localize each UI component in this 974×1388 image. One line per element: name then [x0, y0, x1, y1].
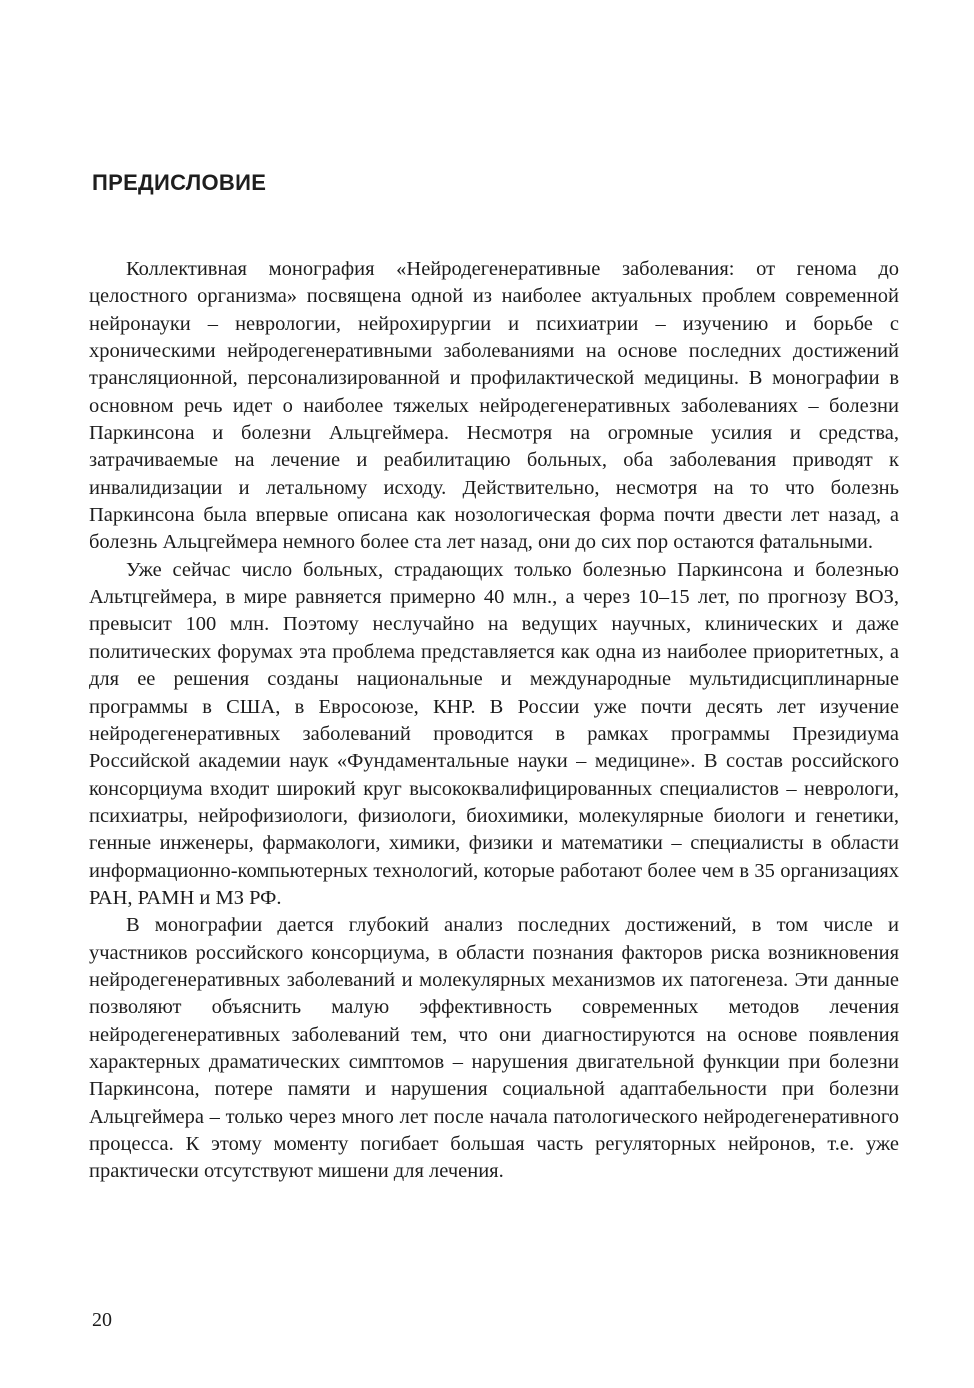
page-number: 20 — [92, 1309, 112, 1331]
paragraph: Уже сейчас число больных, страдающих только болезнью Паркинсона и болезнью Альтцгеймера, в мире равняется примерно 40 млн., а через 10–15 лет, по прогнозу ВОЗ, превысит 100 млн. Поэтому неслучайно на ведущих научных, клинических и даже политических форумах эта проблема представляется как одна из наиболее приоритетных, а для ее решения созданы национальные и международные мультидисциплинарные программы в США, в Евросоюзе, КНР. В России уже почти десять лет изучение нейродегенеративных заболеваний проводится в рамках программы Президиума Российской академии наук «Фундаментальные науки – медицине». В состав российского консорциума входит широкий круг высококвалифицированных специалистов – неврологи, психиатры, нейрофизиологи, физиологи, биохимики, молекулярные биологи и генетики, генные инженеры, фармакологи, химики, физики и математики – специалисты в области информационно-компьютерных технологий, которые работают более чем в 35 организациях РАН, РАМН и МЗ РФ. — [89, 558, 899, 909]
section-heading: ПРЕДИСЛОВИЕ — [92, 170, 267, 195]
paragraph: В монографии дается глубокий анализ последних достижений, в том числе и участников российского консорциума, в области познания факторов риска возникновения нейродегенеративных заболеваний и молекулярных механизмов их патогенеза. Эти данные позволяют объяснить малую эффективность современных методов лечения нейродегенеративных заболеваний тем, что они диагностируются на основе появления характерных драматических симптомов – нарушения двигательной функции при болезни Паркинсона, потере памяти и нарушения социальной адаптабельности при болезни Альцгеймера – только через много лет после начала патологического нейродегенеративного процесса. К этому моменту погибает большая часть регуляторных нейронов, т.е. уже практически отсутствуют мишени для лечения. — [89, 914, 899, 1183]
paragraph: Коллективная монография «Нейродегенеративные заболевания: от генома до целостного организма» посвящена одной из наиболее актуальных проблем современной нейронауки – неврологии, нейрохирургии и психиатрии – изучению и борьбе с хроническими нейродегенеративными заболеваниями на основе последних достижений трансляционной, персонализированной и профилактической медицины. В монографии в основном речь идет о наиболее тяжелых нейродегенеративных заболеваниях – болезни Паркинсона и болезни Альцгеймера. Несмотря на огромные усилия и средства, затрачиваемые на лечение и реабилитацию больных, оба заболевания приводят к инвалидизации и летальному исходу. Действительно, несмотря на то что болезнь Паркинсона была впервые описана как нозологическая форма почти двести лет назад, а болезнь Альцгеймера немного более ста лет назад, они до сих пор остаются фатальными. — [89, 258, 899, 554]
body-text — [89, 256, 899, 1186]
